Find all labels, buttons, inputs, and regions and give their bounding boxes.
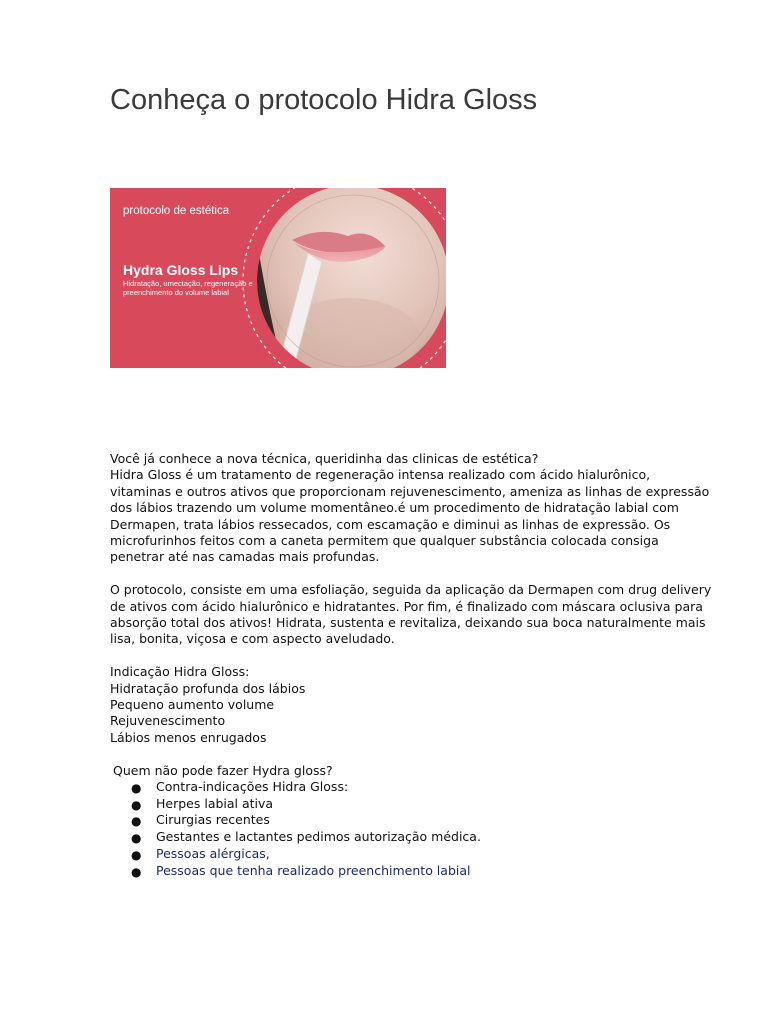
list-item — [110, 812, 670, 829]
intro-line: Você já conhece a nova técnica, queridinha das clinicas de estética? — [110, 451, 539, 466]
bullet-icon: ● — [131, 814, 142, 829]
intro-line: Dermapen, trata lábios ressecados, com escamação e diminui as linhas de expressão. Os — [110, 516, 671, 532]
list-item-text: Pessoas que tenha realizado preenchimento labial — [156, 863, 471, 879]
bullet-icon: ● — [131, 797, 142, 812]
list-item — [110, 796, 670, 813]
paragraph-spacer — [110, 566, 670, 582]
indication-item: Lábios menos enrugados — [110, 729, 267, 745]
list-item-text: Pessoas alérgicas, — [156, 845, 270, 861]
list-item — [110, 863, 670, 880]
bullet-icon: ● — [131, 865, 142, 880]
indication-item: Rejuvenescimento — [110, 713, 226, 729]
paragraph-spacer — [110, 746, 670, 762]
contraindication-question: Quem não pode fazer Hydra gloss? — [113, 762, 333, 778]
list-item — [110, 829, 670, 846]
banner-subtitle: protocolo de estética — [123, 205, 230, 217]
protocol-line: lisa, bonita, viçosa e com aspecto aveludado. — [110, 631, 395, 647]
intro-paragraph — [110, 451, 710, 566]
list-item-text: Cirurgias recentes — [156, 812, 270, 828]
protocol-line: de ativos com ácido hialurônico e hidratantes. Por fim, é finalizado com máscara oclusiva para — [110, 598, 703, 614]
protocol-line: absorção total dos ativos! Hidrata, sustenta e revitaliza, deixando sua boca naturalmente mais — [110, 615, 706, 631]
protocol-paragraph — [110, 582, 712, 648]
protocol-line: O protocolo, consiste em uma esfoliação, seguida da aplicação da Dermapen com drug delivery — [110, 582, 712, 598]
list-item — [110, 779, 670, 796]
intro-line: Hidra Gloss é um tratamento de regeneração intensa realizado com ácido hialurônico, — [110, 467, 651, 483]
list-item-text: Herpes labial ativa — [156, 795, 274, 811]
list-item-text: Contra-indicações Hidra Gloss: — [156, 779, 349, 795]
indication-item: Hidratação profunda dos lábios — [110, 680, 306, 696]
document-body — [110, 451, 712, 880]
list-item — [110, 846, 670, 863]
bullet-icon: ● — [131, 847, 142, 862]
page-title: Conheça o protocolo Hidra Gloss — [110, 84, 538, 116]
bullet-icon: ● — [131, 781, 142, 796]
banner-description: Hidratação, umectação, regeneração e preenchimento do volume labial — [123, 279, 253, 297]
indication-heading: Indicação Hidra Gloss: — [110, 664, 250, 680]
bullet-icon: ● — [131, 830, 142, 845]
intro-line: vitaminas e outros ativos que proporcionam rejuvenescimento, ameniza as linhas de expressão — [110, 483, 710, 499]
list-item-text: Gestantes e lactantes pedimos autorização médica. — [156, 828, 481, 844]
banner-image — [110, 188, 446, 368]
contraindication-list — [110, 779, 670, 880]
intro-line: penetrar até nas camadas mais profundas. — [110, 549, 380, 565]
intro-line: microfurinhos feitos com a caneta permitem que qualquer substância colocada consiga — [110, 533, 659, 549]
indication-item: Pequeno aumento volume — [110, 697, 275, 713]
intro-line: dos lábios trazendo um volume momentâneo.é um procedimento de hidratação labial com — [110, 500, 679, 516]
indication-section — [110, 664, 670, 746]
paragraph-spacer — [110, 648, 670, 664]
contraindication-section — [110, 763, 670, 880]
banner-heading: Hydra Gloss Lips — [123, 262, 239, 278]
